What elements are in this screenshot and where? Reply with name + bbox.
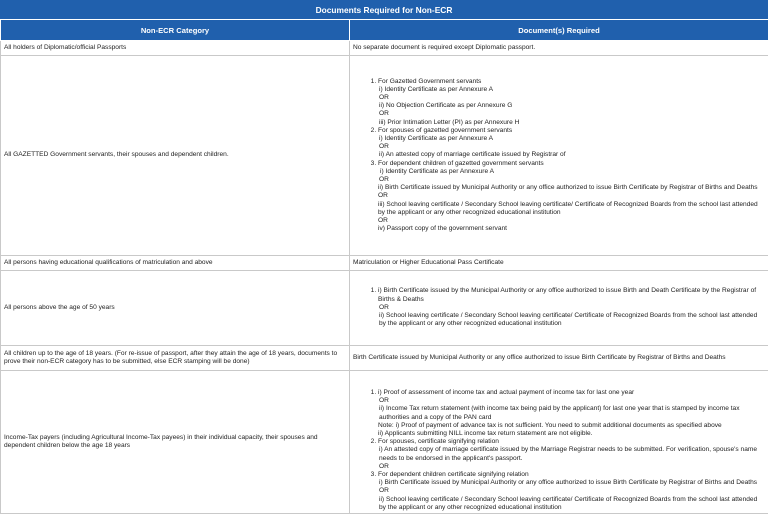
table-row	[1, 371, 768, 514]
list-line: OR	[379, 110, 389, 118]
list-item-heading: 2. For spouses of gazetted government servants	[378, 126, 513, 134]
list-item-heading: 1. For Gazetted Government servants	[378, 77, 482, 85]
category-cell: All holders of Diplomatic/official Passports	[1, 41, 350, 56]
list-line: OR	[379, 487, 389, 495]
list-line: OR	[379, 93, 389, 101]
list-line: i) Identity Certificate as per Annexure A	[379, 134, 493, 142]
table-row	[1, 271, 768, 346]
list-line: ii) An attested copy of marriage certificate issued by Registrar of	[379, 151, 566, 159]
list-item	[378, 287, 765, 328]
list-item-heading: 1. i) Birth Certificate issued by the Municipal Authority or any office authorized to issue Birth and Death Certificate by the Registrar of Births & Deaths	[378, 287, 757, 303]
list-line: iv) Passport copy of the government servant	[378, 225, 508, 233]
category-cell: All children up to the age of 18 years. (For re-issue of passport, after they attain the age of 18 years, documents to prove their non-ECR category has to be submitted, else ECR stamping will be done)	[1, 346, 350, 371]
document-list	[353, 287, 765, 328]
document-cell	[350, 56, 768, 256]
table-row	[1, 346, 768, 371]
table-header-row	[1, 20, 768, 41]
list-line: ii) Income Tax return statement (with income tax being paid by the applicant) for last one year that is stamped by income tax authorities and a copy of the PAN card	[379, 405, 740, 421]
list-item-heading: 3. For dependent children certificate signifying relation	[378, 471, 529, 479]
header-category: Non-ECR Category	[1, 20, 350, 41]
document-tail	[353, 184, 765, 233]
list-item-heading: 1. i) Proof of assessment of income tax and actual payment of income tax for last one year	[378, 389, 635, 396]
document-cell: Birth Certificate issued by Municipal Authority or any office authorized to issue Birth Certificate by Registrar of Births and Deaths	[350, 346, 768, 371]
document-cell	[350, 271, 768, 346]
list-line: OR	[379, 397, 389, 405]
list-line: Note: i) Proof of payment of advance tax is not sufficient. You need to submit additional documents as specified above	[378, 421, 722, 429]
list-item	[378, 127, 765, 160]
list-line: OR	[378, 217, 388, 225]
document-cell: No separate document is required except Diplomatic passport.	[350, 41, 768, 56]
document-cell	[350, 371, 768, 514]
documents-table	[0, 19, 768, 514]
document-list	[353, 389, 765, 512]
document-cell: Matriculation or Higher Educational Pass Certificate	[350, 256, 768, 271]
list-item	[378, 438, 765, 471]
list-line: OR	[379, 176, 389, 183]
list-line: OR	[379, 143, 389, 151]
category-cell: All GAZETTED Government servants, their spouses and dependent children.	[1, 56, 350, 256]
category-cell: All persons above the age of 50 years	[1, 271, 350, 346]
table-row	[1, 256, 768, 271]
list-item-heading: 2. For spouses, certificate signifying relation	[378, 438, 499, 446]
list-line: ii) Applicants submitting NILL income tax return statement are not eligible.	[378, 430, 593, 438]
list-line: ii) Birth Certificate issued by Municipal Authority or any office authorized to issue Birth Certificate by Registrar of Births and Deaths	[378, 184, 758, 192]
list-item	[378, 160, 765, 185]
category-cell: Income-Tax payers (including Agricultural Income-Tax payees) in their individual capacity, their spouses and dependent children below the age 18 years	[1, 371, 350, 514]
list-line: OR	[379, 462, 389, 470]
list-item	[378, 471, 765, 512]
table-row	[1, 56, 768, 256]
list-line: iii) School leaving certificate / Secondary School leaving certificate/ Certificate of Recognized Boards from the school last attended by the applicant or any other recognized educational institution	[378, 200, 758, 216]
list-line: iii) Prior Intimation Letter (PI) as per Annexure H	[379, 118, 520, 126]
list-line: i) Identity Certificate as per Annexure A	[379, 85, 493, 93]
list-item-heading: 3. For dependent children of gazetted government servants	[378, 159, 544, 167]
category-cell: All persons having educational qualifications of matriculation and above	[1, 256, 350, 271]
list-line: OR	[378, 192, 388, 200]
header-documents: Document(s) Required	[350, 20, 768, 41]
table-row	[1, 41, 768, 56]
list-line: OR	[379, 303, 389, 311]
list-item	[378, 389, 765, 438]
list-line: ii) No Objection Certificate as per Annexure G	[379, 102, 513, 110]
page-title: Documents Required for Non-ECR	[0, 0, 768, 19]
list-line: ii) School leaving certificate / Secondary School leaving certificate/ Certificate of Recognized Boards from the school last attended by the applicant or any other recognized educational institution	[379, 495, 758, 511]
list-line: i) An attested copy of marriage certificate issued by the Marriage Registrar needs to be submitted. For verification, spouse's name needs to be endorsed in the applicant's passport.	[379, 446, 758, 462]
document-list	[353, 78, 765, 185]
list-line: ii) School leaving certificate / Secondary School leaving certificate/ Certificate of Recognized Boards from the school last attended by the applicant or any other recognized educational institution	[379, 312, 758, 328]
list-line: i) Birth Certificate issued by Municipal Authority or any office authorized to issue Birth Certificate by Registrar of Births and Deaths	[379, 479, 758, 487]
list-line: i) Identity Certificate as per Annexure A	[380, 167, 494, 175]
list-item	[378, 78, 765, 127]
